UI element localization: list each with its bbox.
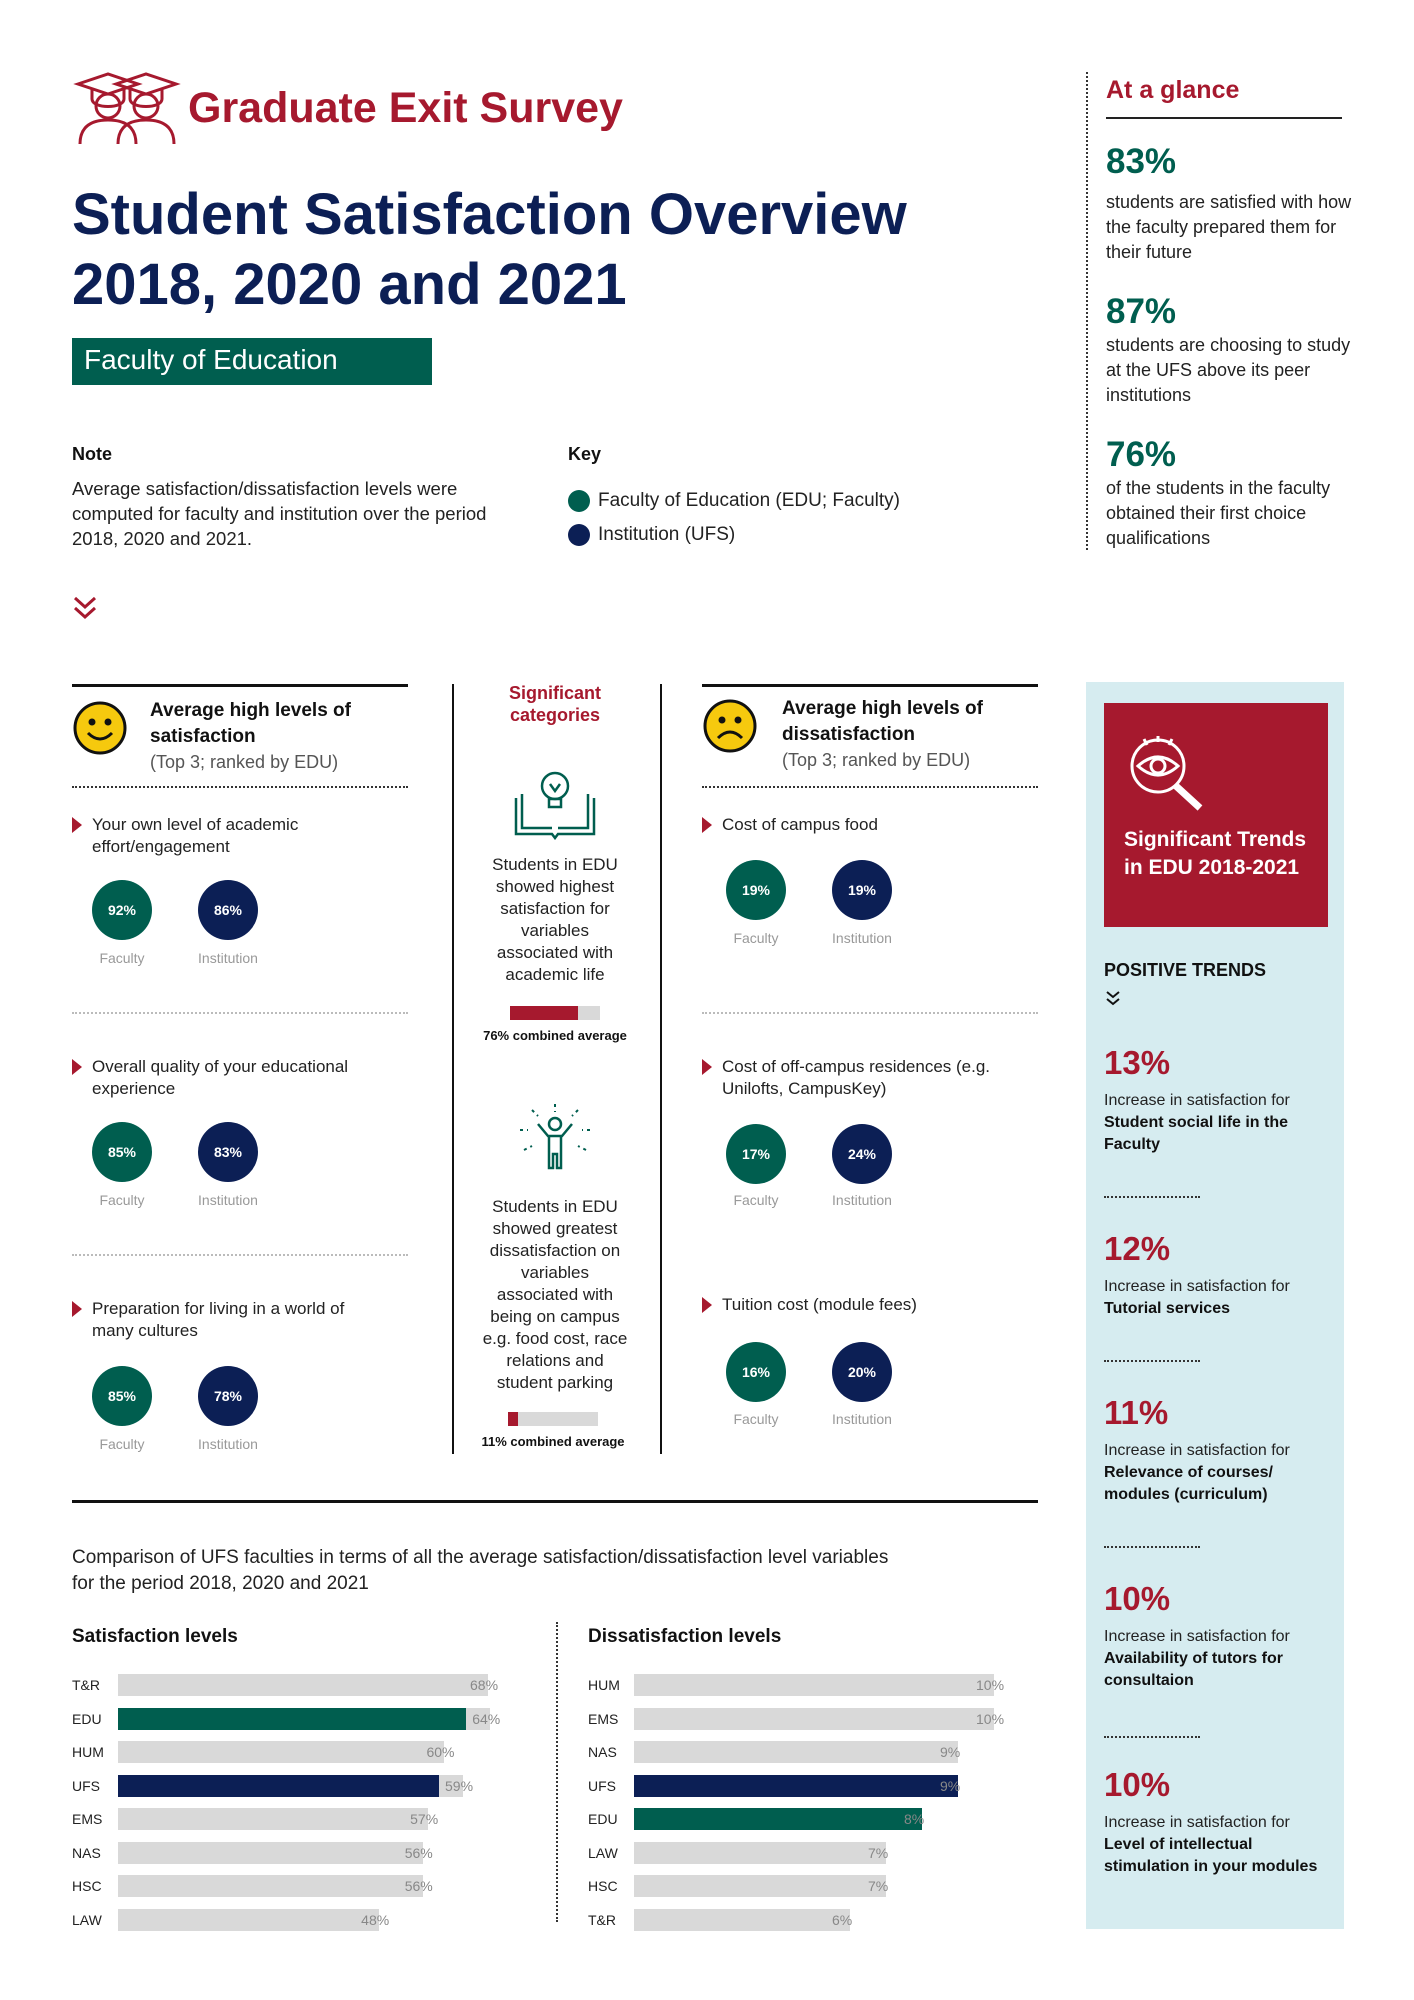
bar-category-label: NAS	[588, 1744, 617, 1760]
dotted-divider	[1104, 1736, 1200, 1738]
bar-row	[72, 1842, 542, 1864]
glance-title: At a glance	[1106, 76, 1240, 104]
bar-value-label: 10%	[976, 1677, 1005, 1693]
glance-text: students are satisfied with how the faculty prepared them for their future	[1106, 192, 1352, 262]
faculty-label: Faculty	[733, 930, 779, 946]
bar	[118, 1808, 428, 1830]
bar-category-label: LAW	[588, 1844, 618, 1861]
faculty-circle: 92%	[92, 880, 152, 940]
trend-pct: 11%	[1104, 1394, 1169, 1431]
dissatisfaction-item-label: Tuition cost (module fees)	[722, 1295, 917, 1314]
bar-category-label: EDU	[588, 1811, 618, 1827]
bar-value-label: 59%	[445, 1777, 474, 1794]
significant-text: Students in EDU showed greatest dissatisfaction on variables associated with being on campus e.g. food cost, race relations and student parking	[482, 1197, 628, 1392]
trend-subject: Relevance of courses/ modules (curriculum)	[1104, 1464, 1273, 1503]
glance-stat: 76%	[1106, 435, 1177, 474]
bar	[634, 1674, 994, 1696]
dissatisfaction-top-rule	[702, 684, 1038, 687]
survey-title: Graduate Exit Survey	[188, 84, 623, 132]
combined-average-label: 76% combined average	[483, 1028, 627, 1043]
bar-row	[588, 1775, 1058, 1797]
faculty-label: Faculty	[99, 950, 145, 966]
key-dot-green	[568, 490, 590, 512]
trend-text: Increase in satisfaction for	[1104, 1814, 1290, 1831]
institution-label: Institution	[198, 950, 258, 966]
satisfaction-top-rule	[72, 684, 408, 687]
bar-category-label: HSC	[72, 1878, 102, 1894]
faculty-label: Faculty	[733, 1411, 779, 1427]
bar-row	[588, 1708, 1058, 1730]
bar	[634, 1708, 994, 1730]
satisfaction-item-label: Preparation for living in a world of many cultures	[92, 1299, 345, 1340]
institution-circle: 24%	[832, 1124, 892, 1184]
bar	[634, 1808, 925, 1830]
trend-pct: 12%	[1104, 1230, 1171, 1267]
bar-value-label: 7%	[868, 1878, 889, 1894]
satisfaction-chart	[72, 1674, 542, 1944]
trend-text: Increase in satisfaction for	[1104, 1278, 1290, 1295]
bullet-triangle-icon	[72, 817, 82, 833]
bar	[634, 1875, 889, 1897]
bar	[118, 1875, 423, 1897]
combined-average-bar	[510, 1006, 600, 1020]
faculty-circle: 85%	[92, 1366, 152, 1426]
glance-divider	[1086, 72, 1088, 550]
dissatisfaction-subtitle: (Top 3; ranked by EDU)	[782, 750, 971, 770]
institution-label: Institution	[198, 1192, 258, 1208]
bar-row	[72, 1909, 542, 1931]
comparison-text: Comparison of UFS faculties in terms of all the average satisfaction/dissatisfaction level variables for the period 2018, 2020 and 2021	[72, 1547, 889, 1594]
key-dot-navy	[568, 524, 590, 546]
satisfaction-item	[72, 1056, 372, 1100]
bar-value-label: 64%	[472, 1710, 501, 1727]
bar-category-label: EMS	[588, 1710, 619, 1727]
key-label: Institution (UFS)	[598, 524, 736, 545]
dissatisfaction-item	[702, 1056, 1022, 1100]
bar-value-label: 7%	[868, 1844, 889, 1861]
page-title-line-1: Student Satisfaction Overview	[72, 182, 907, 247]
trend-subject: Tutorial services	[1104, 1300, 1230, 1317]
faculty-label: Faculty	[733, 1192, 779, 1208]
bar-value-label: 48%	[361, 1911, 390, 1928]
bar-category-label: NAS	[72, 1844, 101, 1861]
bar-category-label: EDU	[72, 1710, 102, 1727]
bar-value-label: 9%	[940, 1777, 961, 1794]
chevron-down-icon	[1104, 990, 1122, 1008]
faculty-label: Faculty	[99, 1436, 145, 1452]
bar	[118, 1741, 444, 1763]
bullet-triangle-icon	[702, 1297, 712, 1313]
dissatisfaction-chart	[588, 1674, 1058, 1944]
bar	[634, 1741, 961, 1763]
combined-average-fill	[508, 1412, 518, 1426]
faculty-badge: Faculty of Education	[72, 338, 432, 385]
bar-category-label: HUM	[72, 1744, 104, 1760]
chart-title: Dissatisfaction levels	[588, 1626, 782, 1647]
institution-label: Institution	[832, 1192, 892, 1208]
bar	[118, 1674, 488, 1696]
faculty-circle: 19%	[726, 860, 786, 920]
bar	[118, 1842, 423, 1864]
dotted-divider	[1104, 1196, 1200, 1198]
bar	[634, 1842, 889, 1864]
bar-value-label: 10%	[976, 1710, 1005, 1727]
note-text: Average satisfaction/dissatisfaction levels were computed for faculty and institution over the period 2018, 2020 and 2021.	[72, 478, 487, 549]
trend-text: Increase in satisfaction for	[1104, 1628, 1290, 1645]
trend-item	[1104, 1276, 1334, 1320]
bar-value-label: 56%	[404, 1844, 433, 1861]
dotted-divider	[72, 1254, 408, 1256]
page-title	[72, 180, 1032, 320]
bar-category-label: T&R	[72, 1677, 100, 1693]
person-celebrating-icon	[512, 1100, 598, 1182]
column-divider	[452, 684, 454, 1454]
significant-text: Students in EDU showed highest satisfaction for variables associated with academic life	[492, 855, 618, 984]
institution-label: Institution	[832, 1411, 892, 1427]
institution-label: Institution	[832, 930, 892, 946]
section-divider	[72, 1500, 1038, 1503]
trend-text: Increase in satisfaction for	[1104, 1442, 1290, 1459]
bar	[634, 1775, 961, 1797]
combined-average-bar	[508, 1412, 598, 1426]
institution-circle: 20%	[832, 1342, 892, 1402]
smiley-icon	[72, 700, 128, 756]
institution-circle: 19%	[832, 860, 892, 920]
trends-title: Significant Trends in EDU 2018-2021	[1124, 828, 1307, 879]
bar-row	[72, 1775, 542, 1797]
satisfaction-item	[72, 1298, 372, 1342]
bar-category-label: HSC	[588, 1878, 618, 1894]
trend-item	[1104, 1626, 1334, 1692]
bullet-triangle-icon	[72, 1301, 82, 1317]
faculty-label: Faculty	[99, 1192, 145, 1208]
satisfaction-title: Average high levels of satisfaction	[150, 700, 351, 747]
glance-underline	[1106, 117, 1342, 119]
key-item-faculty	[568, 490, 900, 512]
bullet-triangle-icon	[72, 1059, 82, 1075]
bar-value-label: 8%	[904, 1811, 925, 1827]
combined-average-fill	[510, 1006, 578, 1020]
trend-item	[1104, 1090, 1334, 1156]
positive-trends-title: POSITIVE TRENDS	[1104, 960, 1267, 980]
trend-pct: 10%	[1104, 1580, 1171, 1617]
dissatisfaction-item-label: Cost of campus food	[722, 815, 878, 834]
bullet-triangle-icon	[702, 817, 712, 833]
institution-circle: 86%	[198, 880, 258, 940]
dotted-divider	[72, 786, 408, 788]
bar-category-label: LAW	[72, 1911, 102, 1928]
dotted-divider	[702, 786, 1038, 788]
glance-stat: 87%	[1106, 292, 1177, 331]
eye-magnifier-icon	[1126, 734, 1206, 814]
bar	[634, 1909, 853, 1931]
bar-value-label: 68%	[470, 1677, 499, 1693]
significant-title: Significant categories	[508, 683, 601, 725]
book-lightbulb-icon	[512, 762, 598, 840]
dissatisfaction-item	[702, 814, 1022, 836]
bar-row	[72, 1708, 542, 1730]
chart-divider	[556, 1622, 558, 1922]
trend-subject: Student social life in the Faculty	[1104, 1114, 1289, 1153]
dotted-divider	[1104, 1546, 1200, 1548]
key-title: Key	[568, 444, 602, 464]
trend-item	[1104, 1812, 1334, 1878]
dissatisfaction-item-label: Cost of off-campus residences (e.g. Unilofts, CampusKey)	[722, 1057, 991, 1098]
note-title: Note	[72, 444, 112, 464]
chart-title: Satisfaction levels	[72, 1626, 238, 1647]
column-divider	[660, 684, 662, 1454]
glance-stat: 83%	[1106, 142, 1177, 181]
satisfaction-subtitle: (Top 3; ranked by EDU)	[150, 752, 339, 772]
bar-category-label: UFS	[588, 1777, 616, 1794]
institution-circle: 78%	[198, 1366, 258, 1426]
institution-circle: 83%	[198, 1122, 258, 1182]
bar-category-label: HUM	[588, 1677, 620, 1693]
dotted-divider	[72, 1012, 408, 1014]
dissatisfaction-item	[702, 1294, 1022, 1316]
graduates-icon	[72, 70, 182, 146]
bar-row	[588, 1674, 1058, 1696]
trend-item	[1104, 1440, 1334, 1506]
satisfaction-item-label: Overall quality of your educational experience	[92, 1057, 349, 1098]
bar	[118, 1909, 379, 1931]
bar-value-label: 56%	[404, 1878, 433, 1894]
bar-value-label: 6%	[832, 1911, 853, 1928]
key-item-institution	[568, 524, 735, 546]
bar-row	[588, 1909, 1058, 1931]
dotted-divider	[1104, 1360, 1200, 1362]
bar-row	[588, 1741, 1058, 1763]
bar-category-label: UFS	[72, 1777, 100, 1794]
trend-text: Increase in satisfaction for	[1104, 1092, 1290, 1109]
bar-value-label: 9%	[940, 1744, 961, 1760]
trend-pct: 10%	[1104, 1766, 1171, 1803]
chevron-down-icon	[72, 594, 98, 622]
bullet-triangle-icon	[702, 1059, 712, 1075]
glance-text: students are choosing to study at the UFS above its peer institutions	[1106, 335, 1351, 405]
key-label: Faculty of Education (EDU; Faculty)	[598, 490, 900, 511]
bar-category-label: T&R	[588, 1911, 616, 1928]
trend-subject: Level of intellectual stimulation in your modules	[1104, 1836, 1318, 1875]
satisfaction-item	[72, 814, 372, 858]
bar-category-label: EMS	[72, 1811, 103, 1827]
bar-row	[72, 1875, 542, 1897]
bar-value-label: 57%	[410, 1811, 439, 1827]
trend-pct: 13%	[1104, 1044, 1171, 1081]
bar-row	[588, 1808, 1058, 1830]
sad-face-icon	[702, 698, 758, 754]
bar-row	[72, 1674, 542, 1696]
bar	[118, 1708, 466, 1730]
combined-average-label: 11% combined average	[481, 1434, 625, 1449]
bar-row	[72, 1808, 542, 1830]
faculty-circle: 16%	[726, 1342, 786, 1402]
bar-row	[72, 1741, 542, 1763]
faculty-circle: 17%	[726, 1124, 786, 1184]
dotted-divider	[702, 1012, 1038, 1014]
dissatisfaction-title: Average high levels of dissatisfaction	[782, 698, 983, 745]
trend-subject: Availability of tutors for consultaion	[1104, 1650, 1283, 1689]
page-title-line-2: 2018, 2020 and 2021	[72, 252, 627, 317]
faculty-circle: 85%	[92, 1122, 152, 1182]
bar-value-label: 60%	[426, 1744, 455, 1760]
bar-row	[588, 1875, 1058, 1897]
bar	[118, 1775, 439, 1797]
glance-text: of the students in the faculty obtained their first choice qualifications	[1106, 478, 1331, 548]
satisfaction-item-label: Your own level of academic effort/engagement	[92, 815, 299, 856]
institution-label: Institution	[198, 1436, 258, 1452]
bar-row	[588, 1842, 1058, 1864]
